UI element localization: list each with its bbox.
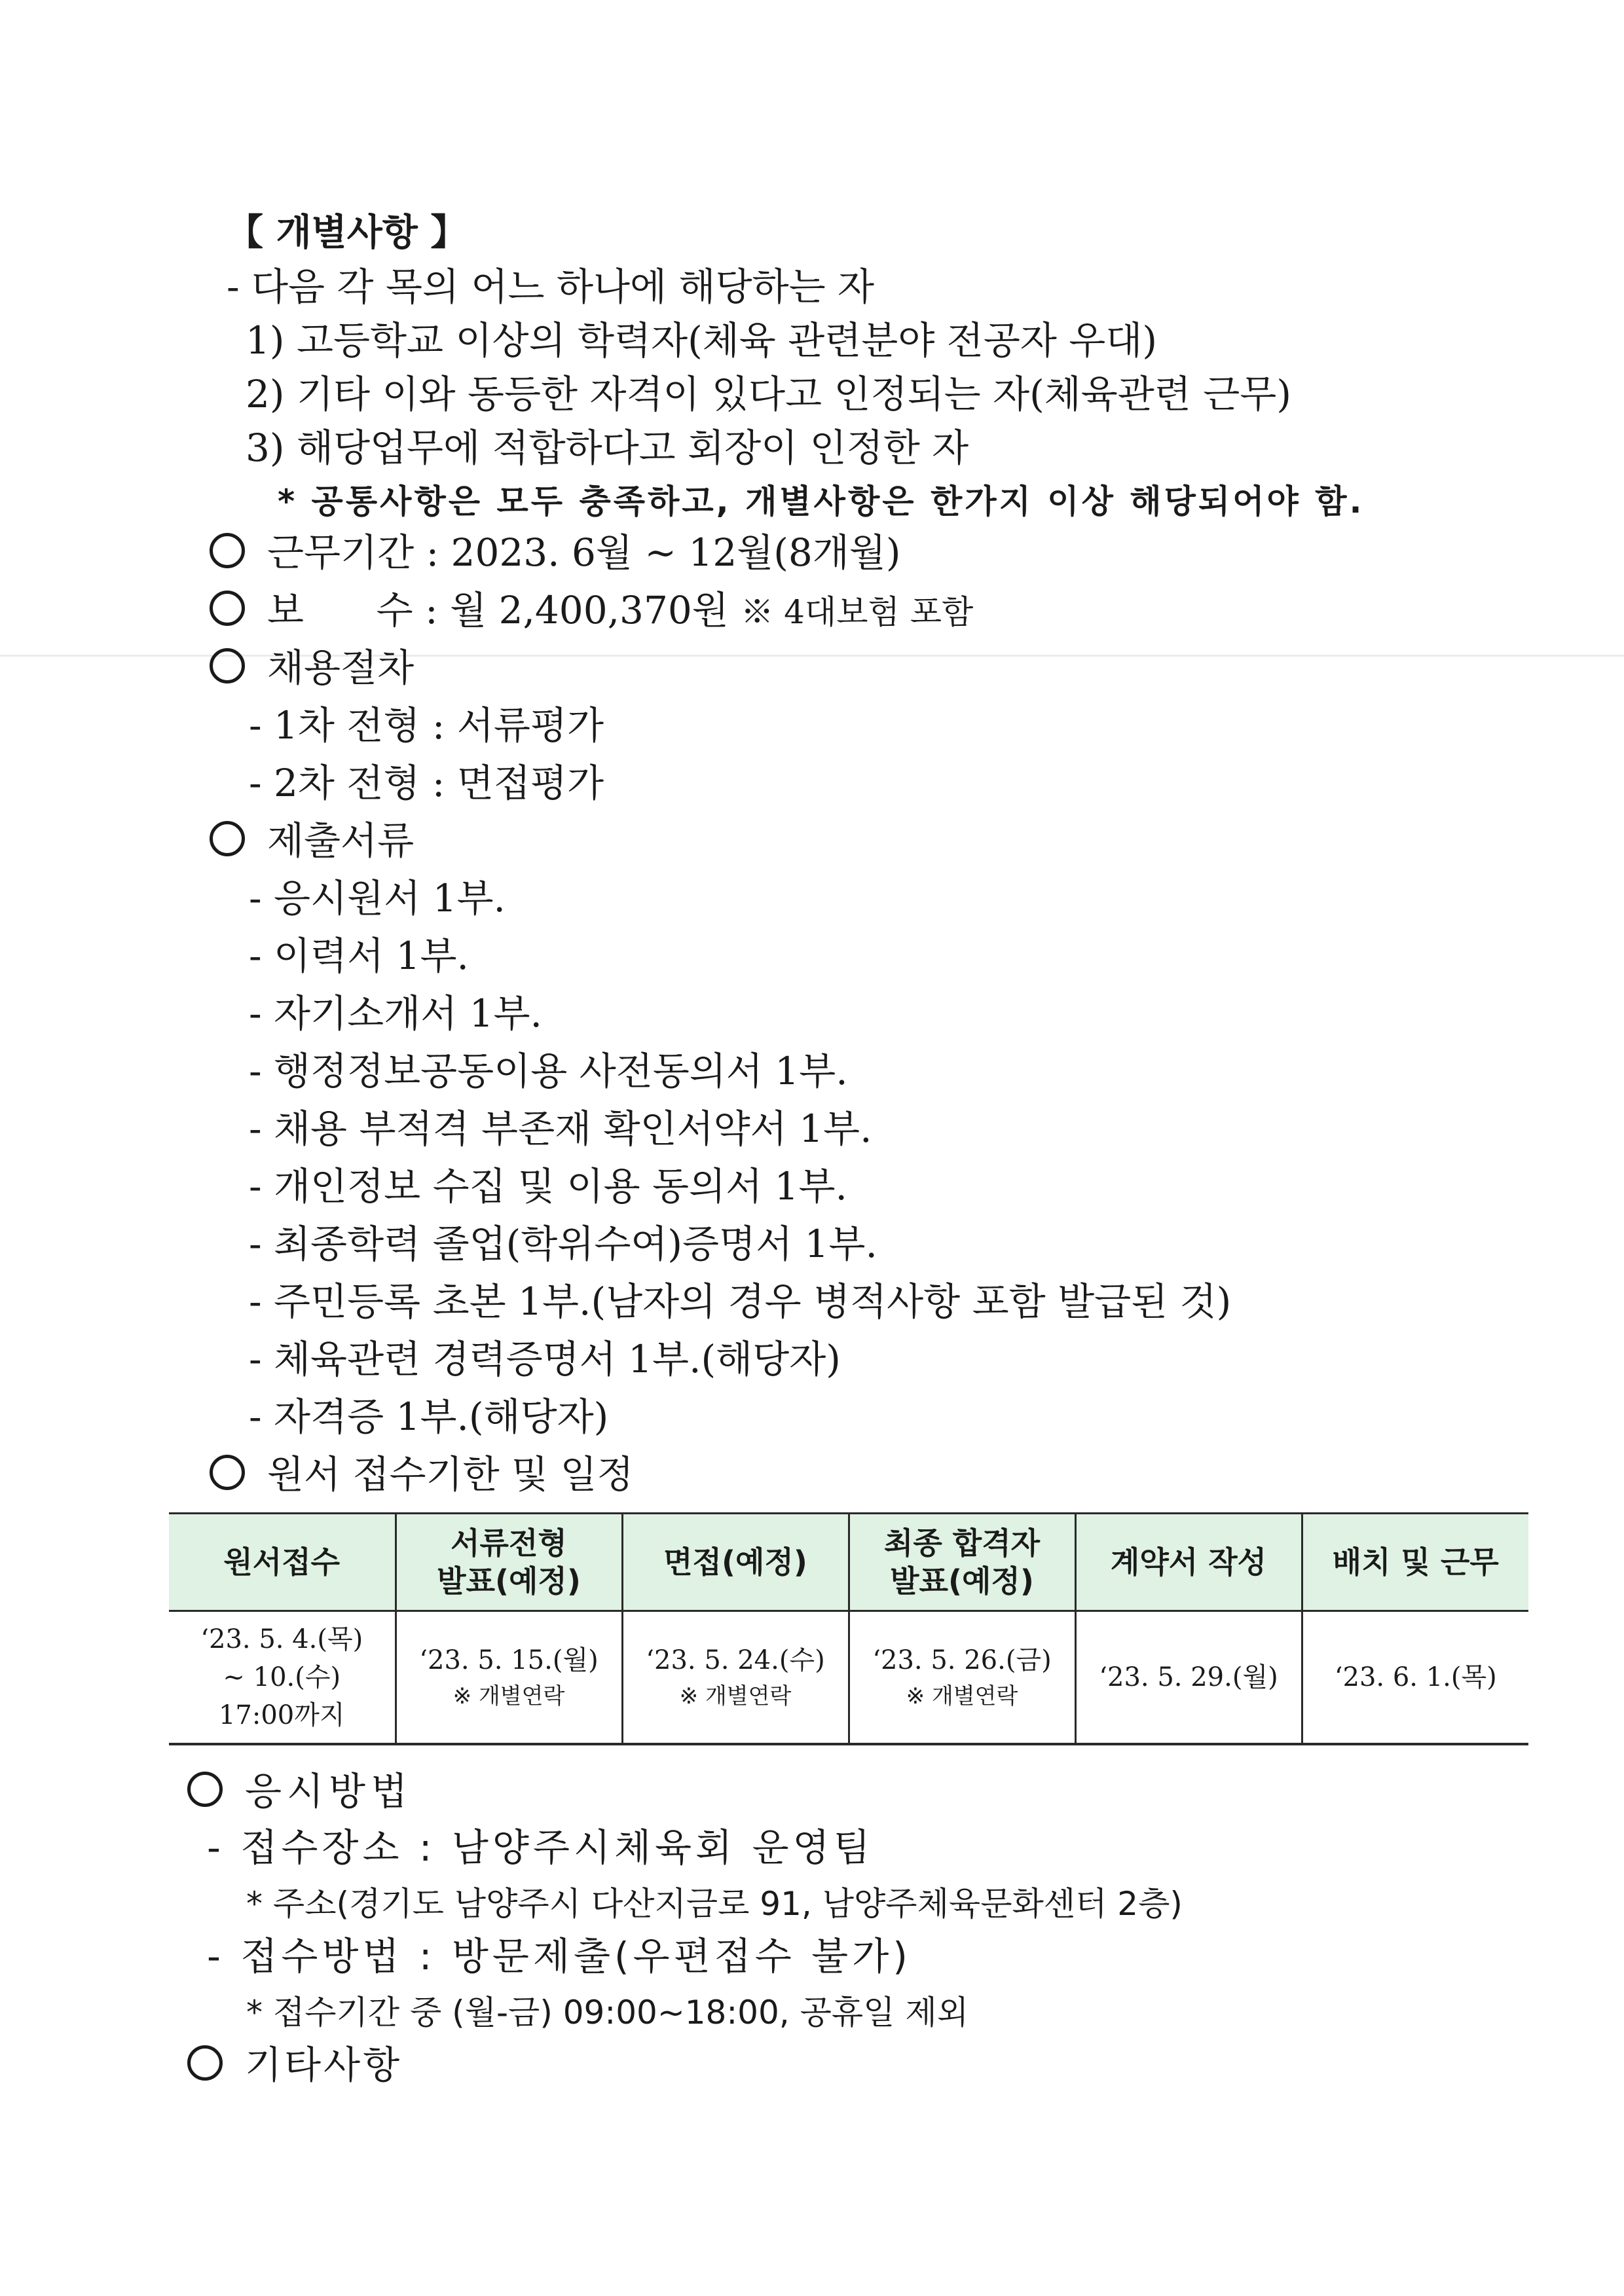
- schedule-label: 원서 접수기한 및 일정: [267, 1452, 634, 1497]
- document-item: - 체육관련 경력증명서 1부.(해당자): [249, 1337, 841, 1381]
- document-item: - 주민등록 초본 1부.(남자의 경우 병적사항 포함 발급된 것): [249, 1279, 1232, 1324]
- schedule-row: [210, 1451, 634, 1498]
- document-item: - 개인정보 수집 및 이용 동의서 1부.: [249, 1164, 847, 1209]
- documents-label: 제출서류: [267, 818, 415, 863]
- document-item: - 자격증 1부.(해당자): [249, 1394, 609, 1439]
- salary-value: : 월 2,400,370원: [425, 588, 729, 632]
- schedule-header-cell: 계약서 작성: [1075, 1514, 1302, 1611]
- individual-note: * 공통사항은 모두 충족하고, 개별사항은 한가지 이상 해당되어야 함.: [278, 483, 1365, 520]
- procedure-row: [210, 644, 414, 691]
- document-item: - 채용 부적격 부존재 확인서약서 1부.: [249, 1106, 872, 1151]
- salary-note: ※ 4대보험 포함: [741, 593, 974, 631]
- period-value: : 2023. 6월 ~ 12월(8개월): [426, 530, 901, 575]
- period-row: [210, 529, 900, 576]
- schedule-table: [169, 1512, 1528, 1745]
- salary-label: 보 수: [267, 588, 413, 632]
- document-item: - 최종학력 졸업(학위수여)증명서 1부.: [249, 1222, 877, 1266]
- circle-bullet-icon: [210, 821, 245, 856]
- procedure-item: - 2차 전형 : 면접평가: [249, 761, 604, 805]
- etc-row: [187, 2041, 402, 2088]
- schedule-header-cell: 서류전형 발표(예정): [396, 1514, 622, 1611]
- apply-place: - 접수장소 : 남양주시체육회 운영팀: [207, 1825, 874, 1870]
- circle-bullet-icon: [210, 1455, 245, 1490]
- individual-intro: - 다음 각 목의 어느 하나에 해당하는 자: [227, 264, 875, 309]
- schedule-header-cell: 최종 합격자 발표(예정): [849, 1514, 1075, 1611]
- schedule-cell: ‘23. 5. 24.(수) ※ 개별연락: [622, 1611, 849, 1745]
- circle-bullet-icon: [210, 533, 245, 568]
- apply-hours: * 접수기간 중 (월-금) 09:00~18:00, 공휴일 제외: [246, 1994, 969, 2032]
- procedure-item: - 1차 전형 : 서류평가: [249, 703, 604, 748]
- apply-label: 응시방법: [245, 1769, 413, 1813]
- procedure-label: 채용절차: [267, 646, 415, 690]
- documents-row: [210, 817, 414, 864]
- document-item: - 행정정보공동이용 사전동의서 1부.: [249, 1049, 848, 1093]
- schedule-header-cell: 면접(예정): [622, 1514, 849, 1611]
- circle-bullet-icon: [187, 2045, 223, 2081]
- document-item: - 응시원서 1부.: [249, 876, 506, 920]
- individual-item: 3) 해당업무에 적합하다고 회장이 인정한 자: [246, 426, 969, 470]
- individual-item: 2) 기타 이와 동등한 자격이 있다고 인정되는 자(체육관련 근무): [246, 372, 1291, 416]
- individual-item: 1) 고등학교 이상의 학력자(체육 관련분야 전공자 우대): [246, 318, 1157, 363]
- schedule-header-cell: 배치 및 근무: [1302, 1514, 1528, 1611]
- schedule-cell: ‘23. 5. 4.(목) ~ 10.(수) 17:00까지: [169, 1611, 396, 1745]
- section-header: 【 개별사항 】: [227, 211, 468, 254]
- circle-bullet-icon: [187, 1772, 223, 1807]
- schedule-cell: ‘23. 5. 29.(월): [1075, 1611, 1302, 1745]
- apply-method: - 접수방법 : 방문제출(우편접수 불가): [207, 1934, 912, 1978]
- apply-row: [187, 1768, 413, 1815]
- salary-row: [210, 587, 973, 636]
- schedule-header-cell: 원서접수: [169, 1514, 396, 1611]
- period-label: 근무기간: [267, 530, 415, 575]
- schedule-cell: ‘23. 5. 26.(금) ※ 개별연락: [849, 1611, 1075, 1745]
- schedule-header-row: [169, 1514, 1528, 1611]
- circle-bullet-icon: [210, 648, 245, 683]
- schedule-cell: ‘23. 6. 1.(목): [1302, 1611, 1528, 1745]
- schedule-cell: ‘23. 5. 15.(월) ※ 개별연락: [396, 1611, 622, 1745]
- circle-bullet-icon: [210, 591, 245, 626]
- apply-address: * 주소(경기도 남양주시 다산지금로 91, 남양주체육문화센터 2층): [246, 1885, 1183, 1923]
- etc-label: 기타사항: [245, 2043, 403, 2087]
- document-item: - 자기소개서 1부.: [249, 991, 542, 1036]
- document-item: - 이력서 1부.: [249, 934, 469, 978]
- schedule-data-row: [169, 1611, 1528, 1745]
